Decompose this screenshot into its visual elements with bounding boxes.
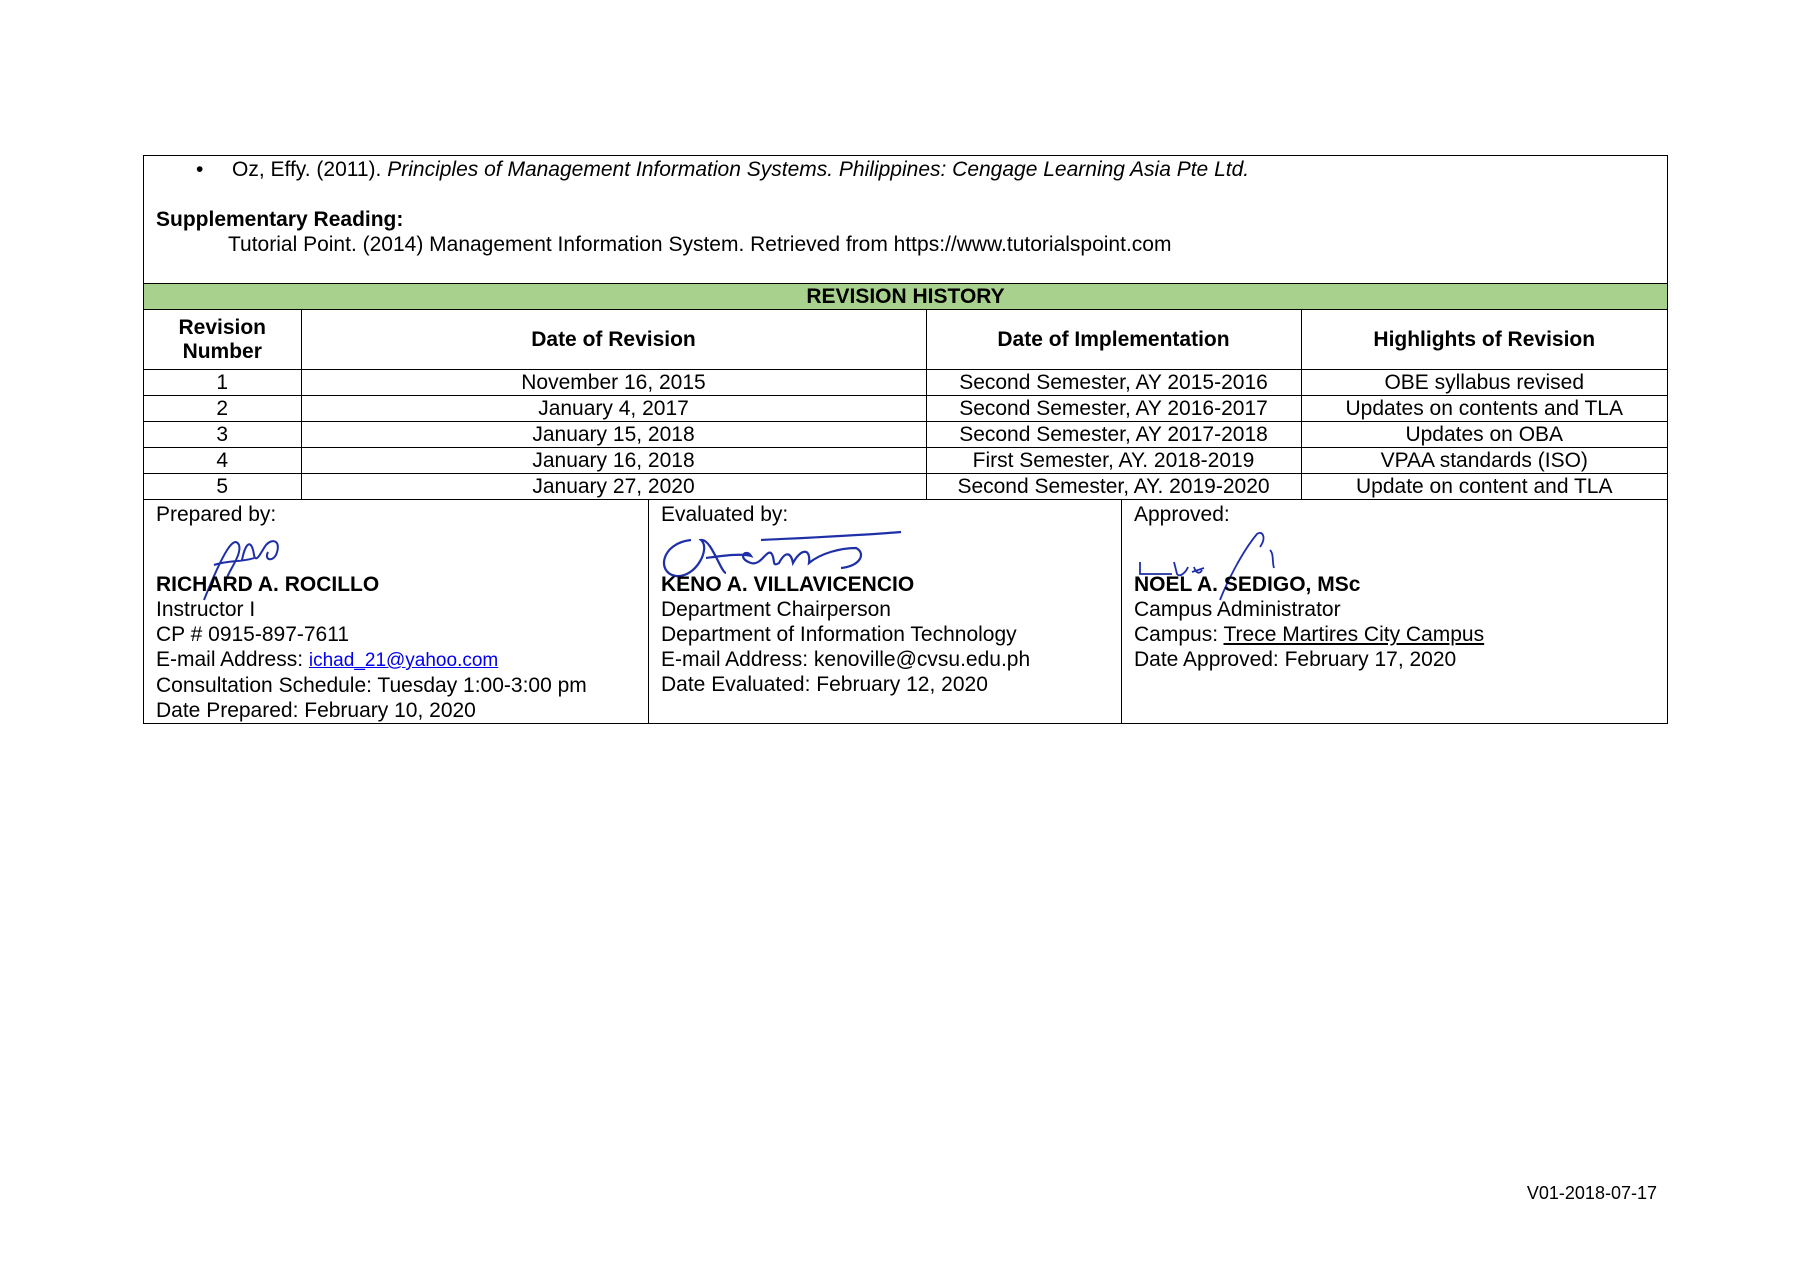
evaluator-position: Department Chairperson <box>661 598 891 621</box>
approved-label: Approved: <box>1134 503 1230 526</box>
date-prepared: Date Prepared: February 10, 2020 <box>156 699 476 722</box>
revision-highlight: OBE syllabus revised <box>1301 370 1667 396</box>
evaluator-email: E-mail Address: kenoville@cvsu.edu.ph <box>661 648 1031 671</box>
approved-by-details <box>1134 572 1484 672</box>
approver-position: Campus Administrator <box>1134 598 1341 621</box>
table-row <box>144 474 1667 500</box>
header-date-of-revision: Date of Revision <box>301 310 926 370</box>
revision-number: 3 <box>144 422 301 448</box>
evaluated-by-label: Evaluated by: <box>661 503 789 526</box>
evaluator-department: Department of Information Technology <box>661 623 1017 646</box>
implementation-date: First Semester, AY. 2018-2019 <box>926 448 1301 474</box>
preparer-email-label: E-mail Address: <box>156 648 309 671</box>
preparer-phone: CP # 0915-897-7611 <box>156 623 350 646</box>
table-row <box>144 396 1667 422</box>
evaluated-by-details <box>661 572 1030 697</box>
date-approved: Date Approved: February 17, 2020 <box>1134 648 1457 671</box>
campus-label: Campus: <box>1134 623 1224 646</box>
prepared-by-block <box>144 500 648 723</box>
bullet: • <box>196 158 204 181</box>
implementation-date: Second Semester, AY 2017-2018 <box>926 422 1301 448</box>
version-code: V01-2018-07-17 <box>1526 1183 1657 1203</box>
preparer-email-link[interactable]: ichad_21@yahoo.com <box>308 650 499 671</box>
supplementary-text: Tutorial Point. (2014) Management Information System. Retrieved from https://www.tutorialspoint.com <box>228 233 1172 256</box>
header-date-of-implementation: Date of Implementation <box>926 310 1301 370</box>
consultation-schedule: Consultation Schedule: Tuesday 1:00-3:00 pm <box>156 674 587 697</box>
preparer-email-line <box>156 647 587 673</box>
header-revision-number: Revision Number <box>144 310 301 370</box>
revision-highlight: VPAA standards (ISO) <box>1301 448 1667 474</box>
date-evaluated: Date Evaluated: February 12, 2020 <box>661 673 988 696</box>
revision-history-title: REVISION HISTORY <box>144 284 1667 310</box>
prepared-by-label: Prepared by: <box>156 503 277 526</box>
syllabus-frame <box>143 155 1668 724</box>
revision-date: January 16, 2018 <box>301 448 926 474</box>
revision-highlight: Update on content and TLA <box>1301 474 1667 500</box>
revision-header-row <box>144 310 1667 370</box>
implementation-date: Second Semester, AY 2016-2017 <box>926 396 1301 422</box>
signatories-section <box>144 500 1667 723</box>
campus-name: Trece Martires City Campus <box>1223 623 1485 646</box>
reference-citation <box>232 158 1249 182</box>
revision-date: January 4, 2017 <box>301 396 926 422</box>
approver-name: NOEL A. SEDIGO, MSc <box>1134 573 1361 596</box>
revision-number: 2 <box>144 396 301 422</box>
table-row <box>144 448 1667 474</box>
supplementary-heading: Supplementary Reading: <box>156 208 404 231</box>
approved-by-block <box>1121 500 1667 723</box>
prepared-by-details <box>156 572 587 723</box>
revision-highlight: Updates on OBA <box>1301 422 1667 448</box>
preparer-position: Instructor I <box>156 598 256 621</box>
approver-campus-line <box>1134 622 1484 647</box>
header-highlights: Highlights of Revision <box>1301 310 1667 370</box>
revision-number: 5 <box>144 474 301 500</box>
implementation-date: Second Semester, AY 2015-2016 <box>926 370 1301 396</box>
revision-table <box>144 310 1667 500</box>
revision-number: 1 <box>144 370 301 396</box>
revision-highlight: Updates on contents and TLA <box>1301 396 1667 422</box>
evaluated-by-block <box>648 500 1121 723</box>
table-row <box>144 370 1667 396</box>
revision-number: 4 <box>144 448 301 474</box>
citation-title: Principles of Management Information Systems. Philippines: Cengage Learning Asia Pte Ltd. <box>387 158 1250 181</box>
implementation-date: Second Semester, AY. 2019-2020 <box>926 474 1301 500</box>
evaluator-name: KENO A. VILLAVICENCIO <box>661 573 915 596</box>
table-row <box>144 422 1667 448</box>
revision-date: November 16, 2015 <box>301 370 926 396</box>
citation-prefix: Oz, Effy. (2011). <box>232 158 388 181</box>
references-section <box>144 156 1667 284</box>
revision-date: January 15, 2018 <box>301 422 926 448</box>
preparer-name: RICHARD A. ROCILLO <box>156 573 380 596</box>
revision-date: January 27, 2020 <box>301 474 926 500</box>
